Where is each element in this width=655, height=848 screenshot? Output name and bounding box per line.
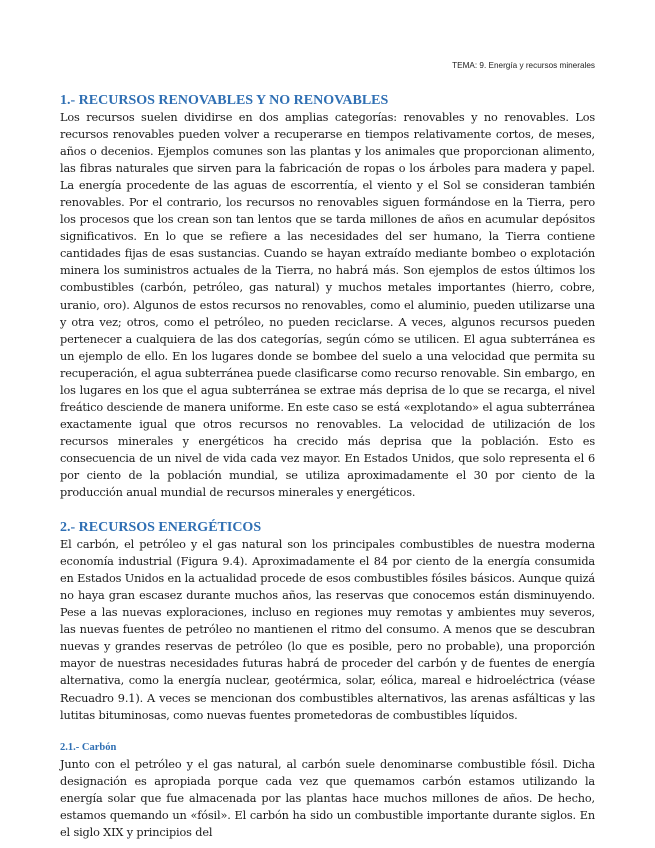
- subsection-body-carbon: Junto con el petróleo y el gas natural, al carbón suele denominarse combustible fósil. Dicha designación es apropiada porque cada vez que quemamos carbón estamos utilizando la energía solar que fue almacenada por las plantas hace muchos millones de años. De hecho, estamos quemando un «fósil». El carbón ha sido un combustible importante durante siglos. En el siglo XIX y principios del: [60, 757, 595, 839]
- section-title-recursos-energeticos: 2.- RECURSOS ENERGÉTICOS: [60, 520, 262, 536]
- subsection-title-carbon: 2.1.- Carbón: [60, 741, 117, 753]
- section-title-recursos-renovables: 1.- RECURSOS RENOVABLES Y NO RENOVABLES: [60, 93, 389, 108]
- section-spacer: [60, 724, 595, 740]
- page-header: TEMA: 9. Energía y recursos minerales: [452, 61, 595, 70]
- section-body-recursos-energeticos: El carbón, el petróleo y el gas natural son los principales combustibles de nuestra moderna economía industrial (Figura 9.4). Aproximadamente el 84 por ciento de la energía consumida en Estados Unidos en la actualidad procede de esos combustibles fósiles básicos. Aunque quizá no haya gran escasez durante muchos años, las reservas que conocemos están disminuyendo. Pese a las nuevas exploraciones, incluso en regiones muy remotas y ambientes muy severos, las nuevas fuentes de petróleo no mantienen el ritmo del consumo. A menos que se descubran nuevas y grandes reservas de petróleo (lo que es posible, pero no probable), una proporción mayor de nuestras necesidades futuras habrá de proceder del carbón y de fuentes de energía alternativa, como la energía nuclear, geotérmica, solar, eólica, mareal e hidroeléctrica (véase Recuadro 9.1). A veces se mencionan dos combustibles alternativos, las arenas asfálticas y las lutitas bituminosas, como nuevas fuentes prometedoras de combustibles líquidos.: [60, 538, 595, 722]
- section-body-recursos-renovables: Los recursos suelen dividirse en dos amplias categorías: renovables y no renovables. Los recursos renovables pueden volver a recuperarse en tiempos relativamente cortos, de meses, años o decenios. Ejemplos comunes son las plantas y los animales que proporcionan alimento, las fibras naturales que sirven para la fabricación de ropas o los árboles para madera y papel. La energía procedente de las aguas de escorrentía, el viento y el Sol se consideran también renovables. Por el contrario, los recursos no renovables siguen formándose en la Tierra, pero los procesos que los crean son tan lentos que se tarda millones de años en acumular depósitos significativos. En lo que se refiere a las necesidades del ser humano, la Tierra contiene cantidades fijas de esas sustancias. Cuando se hayan extraído mediante bombeo o explotación minera los suministros actuales de la Tierra, no habrá más. Son ejemplos de estos últimos los combustibles (carbón, petróleo, gas natural) y muchos metales importantes (hierro, cobre, uranio, oro). Algunos de estos recursos no renovables, como el aluminio, pueden utilizarse una y otra vez; otros, como el petróleo, no pueden reciclarse. A veces, algunos recursos pueden pertenecer a cualquiera de las dos categorías, según cómo se utilicen. El agua subterránea es un ejemplo de ello. En los lugares donde se bombee del suelo a una velocidad que permita su recuperación, el agua subterránea puede clasificarse como recurso renovable. Sin embargo, en los lugares en los que el agua subterránea se extrae más deprisa de lo que se recarga, el nivel freático desciende de manera uniforme. En este caso se está «explotando» el agua subterránea exactamente igual que otros recursos no renovables. La velocidad de utilización de los recursos minerales y energéticos ha crecido más deprisa que la población. Esto es consecuencia de un nivel de vida cada vez mayor. En Estados Unidos, que solo representa el 6 por ciento de la población mundial, se utiliza aproximadamente el 30 por ciento de la producción anual mundial de recursos minerales y energéticos.: [60, 111, 595, 500]
- section-spacer: [60, 501, 595, 519]
- page-content: [60, 92, 595, 841]
